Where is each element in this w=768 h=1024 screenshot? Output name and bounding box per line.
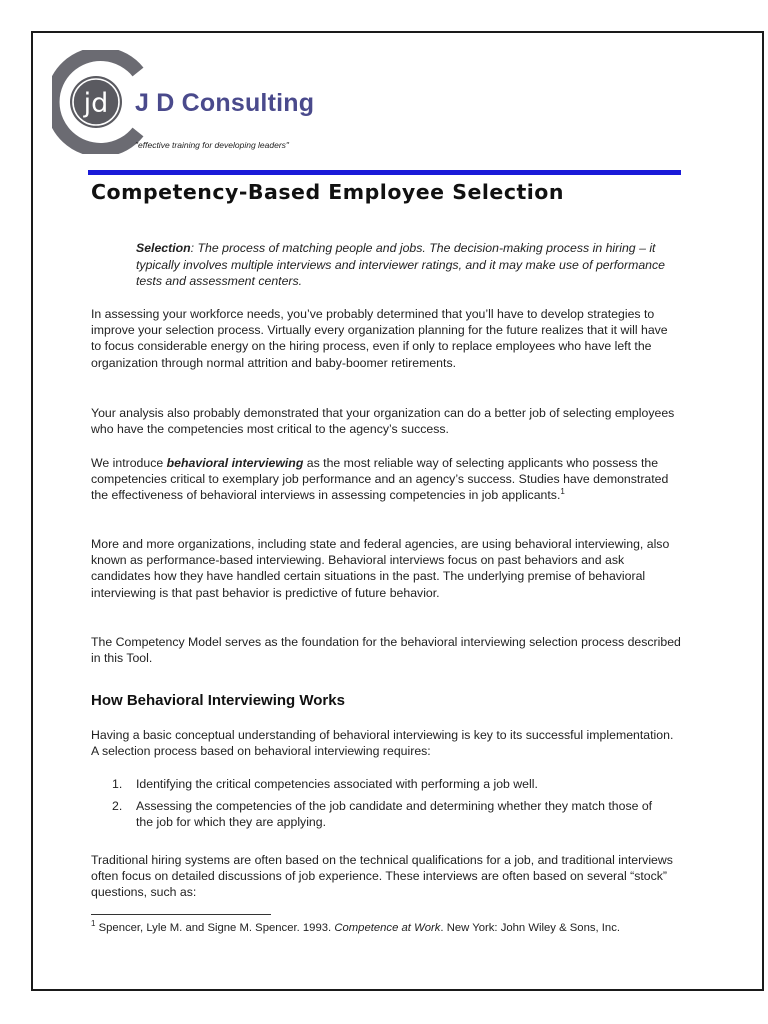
footnote-title: Competence at Work [334,922,441,934]
footnote-number: 1 [91,919,96,929]
page-border [31,31,764,991]
definition-term: Selection [136,241,191,255]
list-text: Assessing the competencies of the job candidate and determining whether they match those of the job for which they are applying. [136,799,653,830]
list-item [112,798,672,830]
paragraph-behavioral-intro [91,455,681,504]
company-name: J D Consulting [135,89,315,117]
p3-pre: We introduce [91,456,167,470]
jd-consulting-logo-icon [52,50,148,154]
list-item [112,776,672,792]
section-heading: How Behavioral Interviewing Works [91,692,345,709]
paragraph-more-organizations: More and more organizations, including state and federal agencies, are using behavioral interviewing, also known as performance-based interviewing. Behavioral interviews focus on past behaviors and ask candidates how they have handled certain situations in the past. The underlying premise of behavioral interviewing is that past behavior is predictive of future behavior. [91,537,670,600]
footnote-pre: Spencer, Lyle M. and Signe M. Spencer. 1993. [95,922,335,934]
logo-initials: jd [83,88,109,119]
definition-text: : The process of matching people and jobs. The decision-making process in hiring – it typically involves multiple interviews and interviewer ratings, and it may make use of performance tests and assessment centers. [136,241,665,288]
p3-emphasis: behavioral interviewing [166,456,304,470]
footnote [91,921,681,936]
header-rule [88,170,681,175]
requirements-list [112,776,672,837]
paragraph-competency-model: The Competency Model serves as the foundation for the behavioral interviewing selection process described in this Tool. [91,635,681,666]
company-tagline: "effective training for developing leaders" [135,140,289,150]
p3-post: as the most reliable way of selecting applicants who possess the competencies critical to exemplary job performance and an agency’s success. Studies have demonstrated the effectiveness of behavioral interviews in assessing competencies in job applicants. [91,456,669,503]
list-number: 2. [112,799,123,814]
footnote-divider [91,914,271,915]
list-text: Identifying the critical competencies associated with performing a job well. [136,777,538,791]
page-title: Competency-Based Employee Selection [91,180,564,204]
selection-definition [136,240,676,290]
paragraph-analysis: Your analysis also probably demonstrated that your organization can do a better job of selecting employees who have the competencies most critical to the agency’s success. [91,406,675,437]
footnote-post: . New York: John Wiley & Sons, Inc. [440,922,620,934]
footnote-ref: 1 [560,487,565,497]
list-number: 1. [112,777,123,791]
paragraph-traditional-hiring: Traditional hiring systems are often based on the technical qualifications for a job, and traditional interviews often focus on detailed discussions of job experience. These interviews are often based on several “stock” questions, such as: [91,853,673,900]
paragraph-workforce-needs: In assessing your workforce needs, you’ve probably determined that you’ll have to develop strategies to improve your selection process. Virtually every organization planning for the future realizes that it will have to focus considerable energy on the hiring process, even if only to replace employees who have left the organization through normal attrition and baby-boomer retirements. [91,307,668,370]
paragraph-conceptual: Having a basic conceptual understanding of behavioral interviewing is key to its successful implementation. A selection process based on behavioral interviewing requires: [91,728,674,759]
